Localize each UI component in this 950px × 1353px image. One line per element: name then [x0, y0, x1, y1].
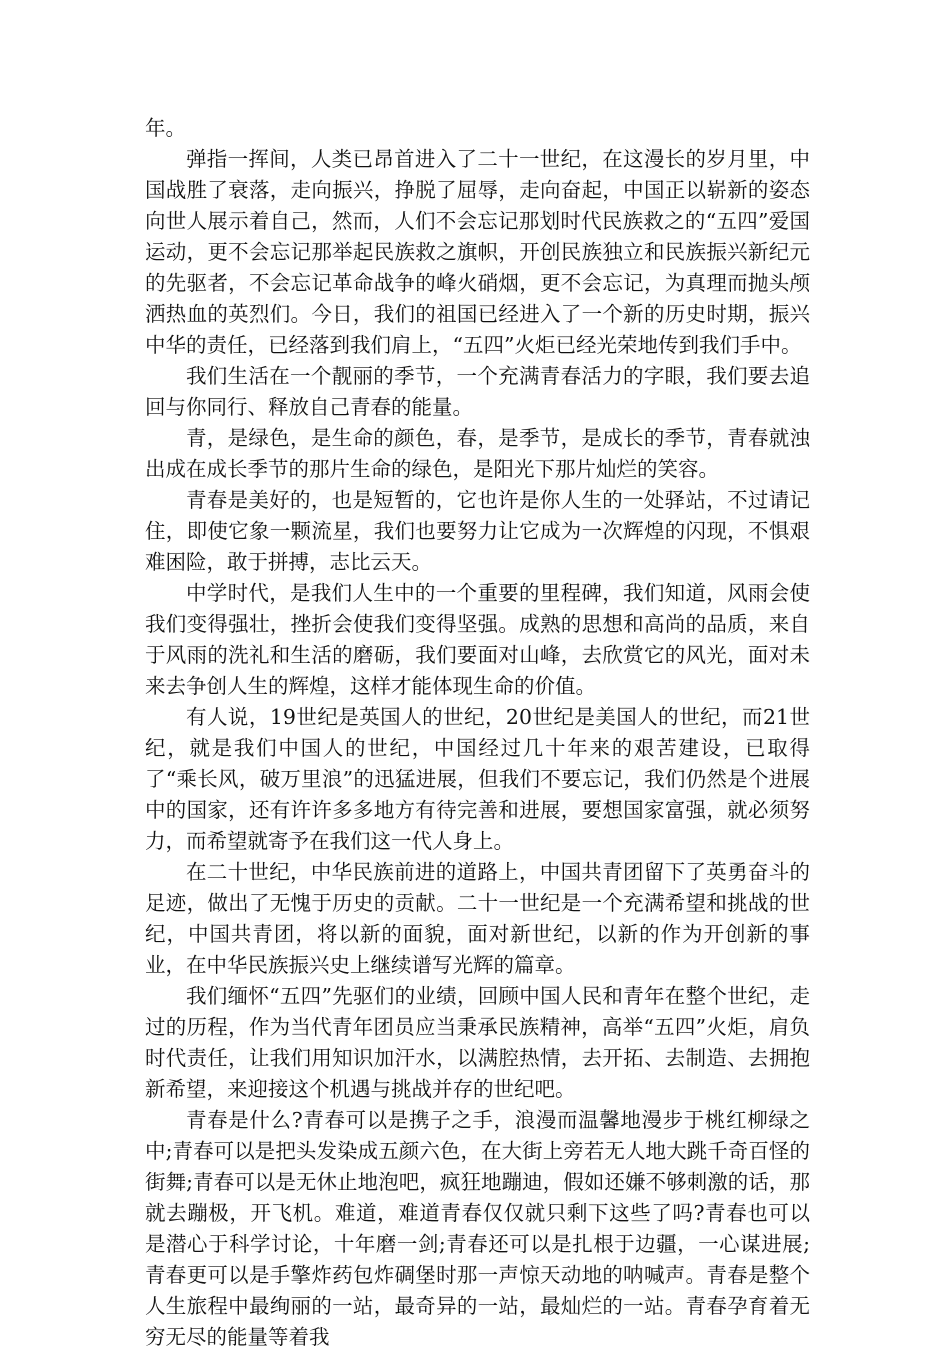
paragraph-8: 在二十世纪，中华民族前进的道路上，中国共青团留下了英勇奋斗的足迹，做出了无愧于历史的贡献。二十一世纪是一个充满希望和挑战的世纪，中国共青团，将以新的面貌，面对新世纪，以新的作为开创新的事业，在中华民族振兴史上继续谱写光辉的篇章。: [145, 860, 810, 977]
paragraph-2: 弹指一挥间，人类已昂首进入了二十一世纪，在这漫长的岁月里，中国战胜了衰落，走向振兴，挣脱了屈辱，走向奋起，中国正以崭新的姿态向世人展示着自己，然而，人们不会忘记那划时代民族救之的“五四”爱国运动，更不会忘记那举起民族救之旗帜，开创民族独立和民族振兴新纪元的先驱者，不会忘记革命战争的峰火硝烟，更不会忘记，为真理而抛头颅洒热血的英烈们。今日，我们的祖国已经进入了一个新的历史时期，振兴中华的责任，已经落到我们肩上，“五四”火炬已经光荣地传到我们手中。: [145, 147, 810, 357]
paragraph-7: 有人说，19世纪是英国人的世纪，20世纪是美国人的世纪，而21世纪，就是我们中国人的世纪，中国经过几十年来的艰苦建设，已取得了“乘长风，破万里浪”的迅猛进展，但我们不要忘记，我们仍然是个进展中的国家，还有许许多多地方有待完善和进展，要想国家富强，就必须努力，而希望就寄予在我们这一代人身上。: [145, 705, 810, 853]
paragraph-4: 青，是绿色，是生命的颜色，春，是季节，是成长的季节，青春就浊出成在成长季节的那片生命的绿色，是阳光下那片灿烂的笑容。: [145, 426, 810, 481]
paragraph-6: 中学时代，是我们人生中的一个重要的里程碑，我们知道，风雨会使我们变得强壮，挫折会使我们变得坚强。成熟的思想和高尚的品质，来自于风雨的洗礼和生活的磨砺，我们要面对山峰，去欣赏它的风光，面对未来去争创人生的辉煌，这样才能体现生命的价值。: [145, 581, 810, 698]
paragraph-9: 我们缅怀“五四”先驱们的业绩，回顾中国人民和青年在整个世纪，走过的历程，作为当代青年团员应当秉承民族精神，高举“五四”火炬，肩负时代责任，让我们用知识加汗水，以满腔热情，去开拓、去制造、去拥抱新希望，来迎接这个机遇与挑战并存的世纪吧。: [145, 984, 810, 1101]
paragraph-1: 年。: [145, 116, 186, 140]
paragraph-3: 我们生活在一个靓丽的季节，一个充满青春活力的字眼，我们要去追回与你同行、释放自己青春的能量。: [145, 364, 810, 419]
paragraph-5: 青春是美好的，也是短暂的，它也许是你人生的一处驿站，不过请记住，即使它象一颗流星，我们也要努力让它成为一次辉煌的闪现，不惧艰难困险，敢于拼搏，志比云天。: [145, 488, 810, 574]
paragraph-10: 青春是什么?青春可以是携子之手，浪漫而温馨地漫步于桃红柳绿之中;青春可以是把头发染成五颜六色，在大街上旁若无人地大跳千奇百怪的街舞;青春可以是无休止地泡吧，疯狂地蹦迪，假如还嫌不够刺激的话，那就去蹦极，开飞机。难道，难道青春仅仅就只剩下这些了吗?青春也可以是潜心于科学讨论，十年磨一剑;青春还可以是扎根于边疆，一心谋进展;青春更可以是手擎炸药包炸碉堡时那一声惊天动地的呐喊声。青春是整个人生旅程中最绚丽的一站，最奇异的一站，最灿烂的一站。青春孕育着无穷无尽的能量等着我: [145, 1108, 810, 1349]
body-text: [145, 113, 810, 1353]
